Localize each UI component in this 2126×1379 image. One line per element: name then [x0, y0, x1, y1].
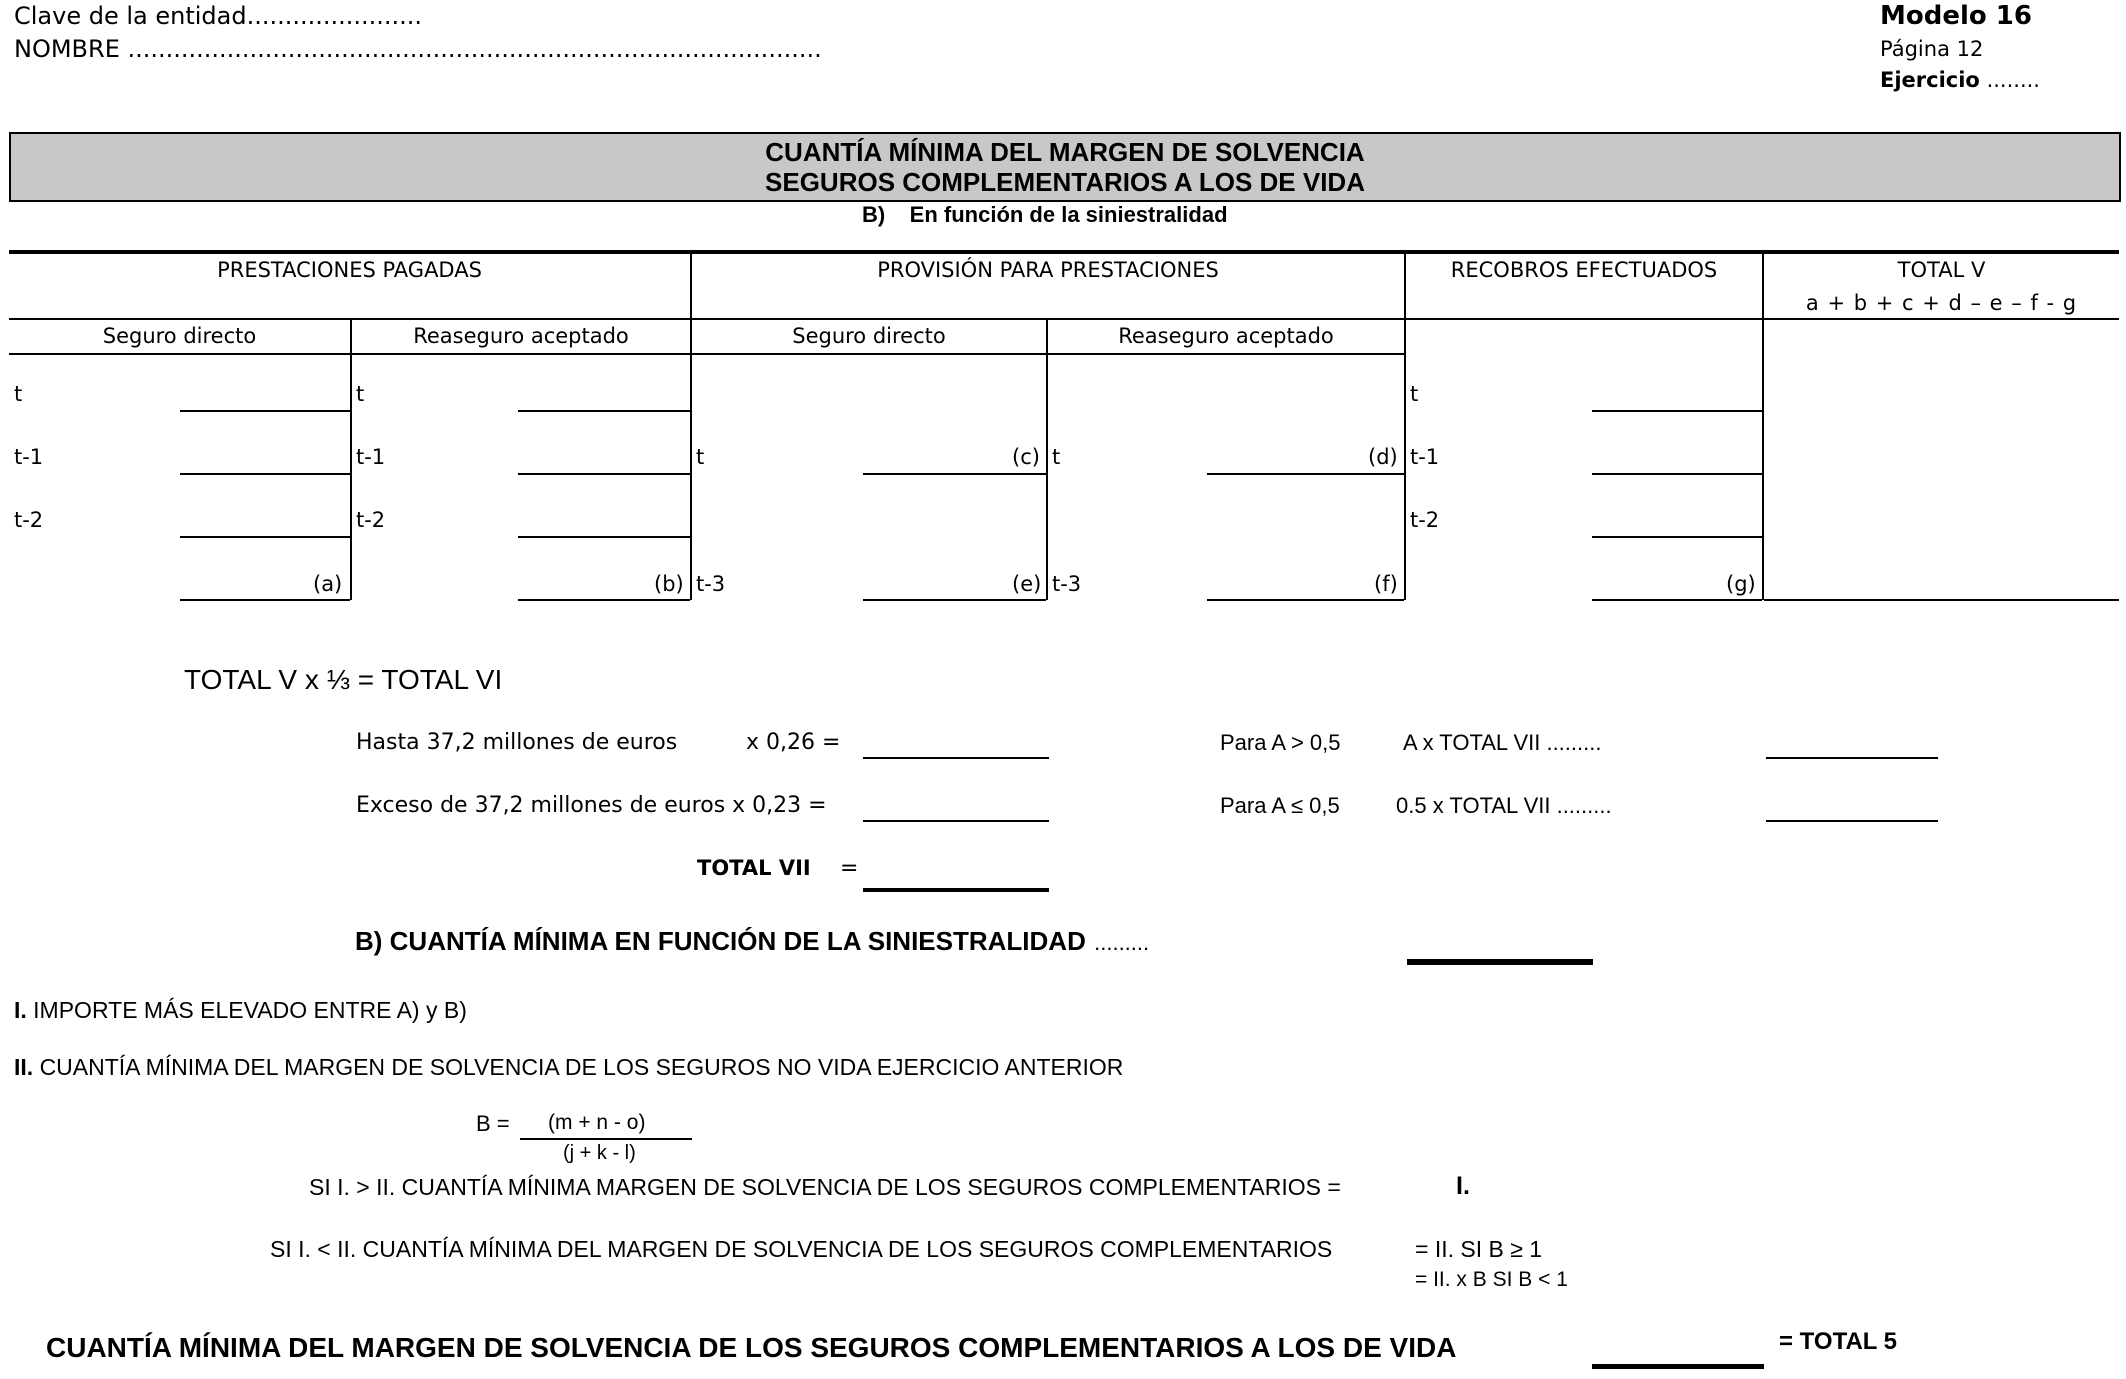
subheader-reaseguro-1: Reaseguro aceptado [413, 324, 629, 348]
col-c-label-t: t [696, 445, 705, 469]
header-provision: PROVISIÓN PARA PRESTACIONES [877, 258, 1219, 282]
col-divider-4 [1404, 252, 1406, 600]
b-cuantia-label: B) CUANTÍA MÍNIMA EN FUNCIÓN DE LA SINIESTRALIDAD [355, 926, 1086, 956]
exercise-dots: ........ [1986, 68, 2040, 92]
col-d-label-t: t [1052, 445, 1061, 469]
exercise-label: Ejercicio [1880, 68, 1980, 92]
para-a-le-input-line[interactable] [1766, 820, 1938, 822]
model-number: Modelo 16 [1880, 1, 2032, 31]
col-g-label-t1: t-1 [1410, 445, 1440, 469]
ii-label: II. [14, 1054, 34, 1080]
col-a-label-t: t [14, 382, 23, 406]
half-total-label: 0.5 x TOTAL VII ......... [1396, 793, 1612, 818]
marker-f: (f) [1374, 572, 1398, 596]
col-c-label-t3: t-3 [696, 572, 726, 596]
col-divider-2 [690, 252, 692, 600]
page-number: Página 12 [1880, 37, 1984, 61]
input-line[interactable] [1592, 410, 1762, 412]
col-a-label-t1: t-1 [14, 445, 44, 469]
para-a-gt-input-line[interactable] [1766, 757, 1938, 759]
marker-b: (b) [654, 572, 684, 596]
hasta-label: Hasta 37,2 millones de euros [356, 730, 678, 755]
input-line[interactable] [518, 536, 690, 538]
total-vii-equals: = [840, 856, 859, 881]
input-line[interactable] [518, 599, 690, 601]
header-prestaciones: PRESTACIONES PAGADAS [217, 258, 482, 282]
col-a-label-t2: t-2 [14, 508, 44, 532]
entity-key-field: Clave de la entidad....................... [14, 2, 423, 30]
marker-a: (a) [313, 572, 343, 596]
b-cuantia-dots: ......... [1094, 930, 1150, 955]
ii-row [14, 1054, 1123, 1081]
para-a-gt-label: Para A > 0,5 [1220, 730, 1341, 755]
col-g-label-t2: t-2 [1410, 508, 1440, 532]
col-b-label-t: t [356, 382, 365, 406]
col-divider-3 [1046, 318, 1048, 600]
exercise-field [1880, 68, 2040, 92]
hasta-factor: x 0,26 = [746, 730, 841, 755]
total-vii-input-line[interactable] [863, 888, 1049, 892]
exceso-input-line[interactable] [863, 820, 1049, 822]
subheader-seguro-directo-2: Seguro directo [792, 324, 946, 348]
input-line[interactable] [518, 473, 690, 475]
marker-g: (g) [1726, 572, 1756, 596]
ii-text: CUANTÍA MÍNIMA DEL MARGEN DE SOLVENCIA DE LOS SEGUROS NO VIDA EJERCICIO ANTERIOR [39, 1054, 1124, 1080]
a-x-total-label: A x TOTAL VII ......... [1403, 730, 1602, 755]
marker-d: (d) [1368, 445, 1398, 469]
final-label: CUANTÍA MÍNIMA DEL MARGEN DE SOLVENCIA DE LOS SEGUROS COMPLEMENTARIOS A LOS DE VIDA [46, 1332, 1457, 1363]
col-b-label-t1: t-1 [356, 445, 386, 469]
input-line[interactable] [180, 536, 350, 538]
para-a-le-label: Para A ≤ 0,5 [1220, 793, 1340, 818]
entity-name-field: NOMBRE ........................................................................................... [14, 35, 822, 63]
input-line[interactable] [180, 473, 350, 475]
si-greater-result: I. [1456, 1172, 1470, 1200]
final-input-line[interactable] [1592, 1364, 1764, 1369]
input-line[interactable] [1592, 599, 1762, 601]
total-vi-formula: TOTAL V x ⅓ = TOTAL VI [184, 664, 503, 695]
b-numerator: (m + n - o) [548, 1111, 646, 1134]
si-less-result-1: = II. SI B ≥ 1 [1415, 1236, 1543, 1262]
header-divider [9, 318, 1764, 320]
si-greater-text: SI I. > II. CUANTÍA MÍNIMA MARGEN DE SOLVENCIA DE LOS SEGUROS COMPLEMENTARIOS = [309, 1174, 1341, 1200]
input-line[interactable] [180, 410, 350, 412]
input-line[interactable] [1592, 473, 1762, 475]
col-divider-1 [350, 318, 352, 600]
subheader-reaseguro-2: Reaseguro aceptado [1118, 324, 1334, 348]
input-line[interactable] [1207, 599, 1404, 601]
input-line[interactable] [863, 473, 1046, 475]
col-b-label-t2: t-2 [356, 508, 386, 532]
title-line-2: SEGUROS COMPLEMENTARIOS A LOS DE VIDA [765, 167, 1365, 197]
input-line[interactable] [863, 599, 1046, 601]
header-total-v: TOTAL V [1897, 258, 1986, 282]
marker-e: (e) [1012, 572, 1042, 596]
input-line[interactable] [518, 410, 690, 412]
exceso-label: Exceso de 37,2 millones de euros x 0,23 = [356, 793, 827, 818]
table-top-rule [9, 250, 2119, 254]
subheader-divider [9, 353, 1406, 355]
subheader-seguro-directo-1: Seguro directo [102, 324, 257, 348]
fraction-bar [520, 1138, 692, 1140]
title-line-1: CUANTÍA MÍNIMA DEL MARGEN DE SOLVENCIA [765, 137, 1365, 167]
b-equals-label: B = [476, 1111, 510, 1136]
input-line[interactable] [180, 599, 350, 601]
col-d-label-t3: t-3 [1052, 572, 1082, 596]
final-total-label: = TOTAL 5 [1779, 1328, 1898, 1355]
i-text: IMPORTE MÁS ELEVADO ENTRE A) y B) [33, 997, 467, 1023]
si-less-result-2: = II. x B SI B < 1 [1415, 1268, 1568, 1291]
input-line[interactable] [1592, 536, 1762, 538]
b-cuantia-row [355, 926, 1149, 957]
header-recobros: RECOBROS EFECTUADOS [1450, 258, 1718, 282]
header-total-formula: a + b + c + d – e – f - g [1805, 291, 2078, 315]
title-box [9, 132, 2121, 202]
si-less-text: SI I. < II. CUANTÍA MÍNIMA DEL MARGEN DE SOLVENCIA DE LOS SEGUROS COMPLEMENTARIOS [270, 1236, 1333, 1262]
i-label: I. [14, 997, 27, 1023]
col-g-label-t: t [1410, 382, 1419, 406]
total-vii-label: TOTAL VII [697, 856, 811, 880]
total-header-divider [1764, 318, 2119, 320]
input-line[interactable] [1207, 473, 1404, 475]
b-cuantia-input-line[interactable] [1407, 959, 1593, 965]
section-subtitle: B) En función de la siniestralidad [862, 202, 1228, 227]
marker-c: (c) [1012, 445, 1040, 469]
total-v-input-line[interactable] [1764, 599, 2119, 601]
b-denominator: (j + k - l) [563, 1142, 636, 1164]
importe-row [14, 997, 467, 1024]
hasta-input-line[interactable] [863, 757, 1049, 759]
